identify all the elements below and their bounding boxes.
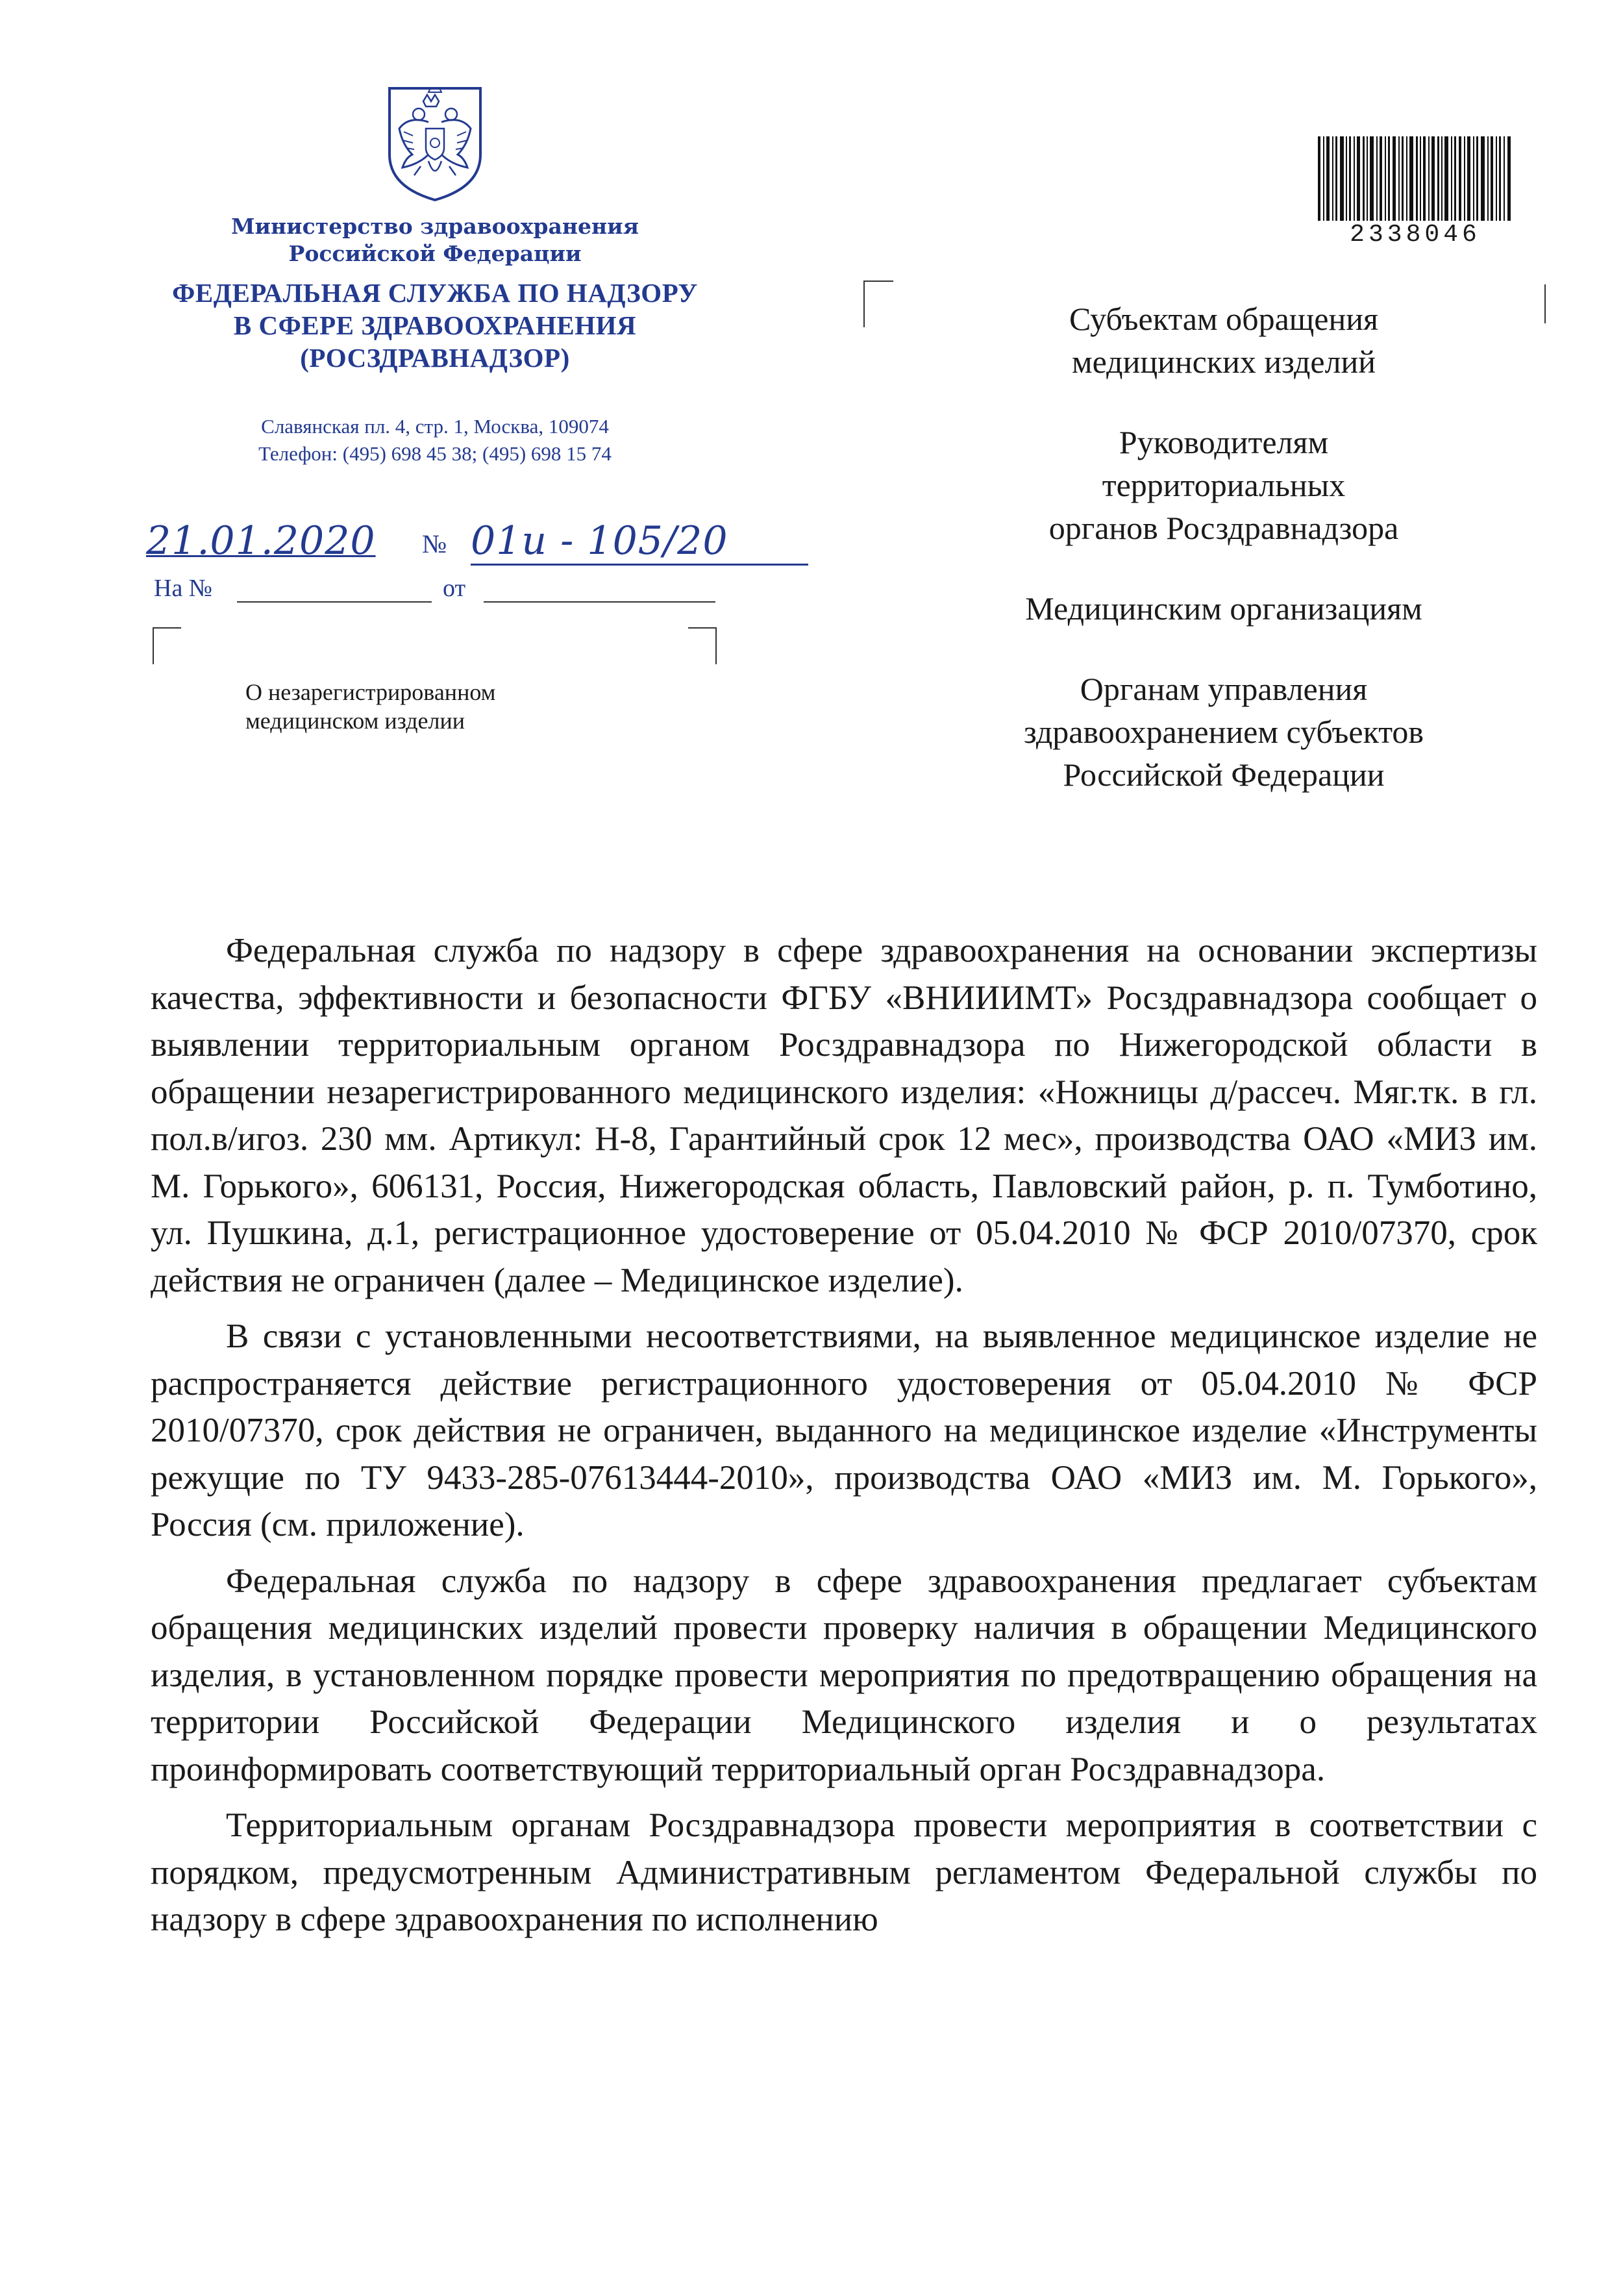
addressee-line: территориальных — [1102, 467, 1346, 503]
addressee-list — [896, 297, 1552, 834]
addressee-line: здравоохранением субъектов — [1023, 714, 1424, 750]
registration-line — [146, 518, 828, 570]
addressee — [896, 297, 1552, 383]
addressee-line: медицинских изделий — [1071, 343, 1376, 380]
letter-body — [151, 927, 1537, 1953]
body-paragraph: Федеральная служба по надзору в сфере здравоохранения на основании экспертизы качества, эффективности и безопасности ФГБУ «ВНИИИМТ» Росздравнадзора сообщает о выявлении территориальным органом Росздравнадзора по Нижегородской области в обращении незарегистрированного медицинского изделия: «Ножницы д/рассеч. Мяг.тк. в гл. пол.в/игоз. 230 мм. Артикул: Н-8, Гарантийный срок 12 мес», производства ОАО «МИЗ им. М. Горького», 606131, Россия, Нижегородская область, Павловский район, р. п. Тумботино, ул. Пушкина, д.1, регистрационное удостоверение от 05.04.2010 № ФСР 2010/07370, срок действия не ограничен (далее – Медицинское изделие). — [151, 932, 1537, 1299]
reply-date-label: от — [443, 575, 466, 602]
subject-bracket-right — [688, 627, 717, 664]
body-paragraph: В связи с установленными несоответствиями, на выявленное медицинское изделие не распространяется действие регистрационного удостоверения от 05.04.2010 № ФСР 2010/07370, срок действия не ограничен, выданного на медицинское изделие «Инструменты режущие по ТУ 9433-285-07613444-2010», производства ОАО «МИЗ им. М. Горького», Россия (см. приложение). — [151, 1317, 1537, 1543]
letter-subject — [245, 678, 667, 735]
addressee — [896, 668, 1552, 796]
reply-number-label: На № — [154, 575, 213, 602]
addressee — [896, 587, 1552, 630]
addressee-line: органов Росздравнадзора — [1048, 510, 1399, 546]
registration-number: 01и - 105/20 — [471, 518, 728, 564]
addressee-bracket-left — [863, 281, 893, 327]
addressee-line: Органам управления — [1080, 671, 1368, 707]
addressee-line: Руководителям — [1119, 424, 1329, 460]
number-sign: № — [422, 529, 447, 558]
ministry-line: Российской Федерации — [288, 241, 582, 266]
service-line: В СФЕРЕ ЗДРАВООХРАНЕНИЯ — [233, 310, 637, 340]
address-block — [149, 413, 721, 468]
subject-line: О незарегистрированном — [245, 679, 496, 705]
phone-line: Телефон: (495) 698 45 38; (495) 698 15 74 — [258, 442, 612, 465]
reply-date-rule — [484, 601, 715, 603]
service-line: ФЕДЕРАЛЬНАЯ СЛУЖБА ПО НАДЗОРУ — [172, 278, 698, 308]
barcode-number: 2338046 — [1350, 221, 1481, 249]
subject-line: медицинском изделии — [245, 708, 465, 734]
service-name — [149, 277, 721, 374]
ministry-line: Министерство здравоохранения — [231, 214, 639, 239]
service-line: (РОСЗДРАВНАДЗОР) — [300, 343, 570, 373]
address-line: Славянская пл. 4, стр. 1, Москва, 109074 — [261, 415, 609, 438]
reply-reference-line — [154, 574, 725, 606]
body-paragraph: Федеральная служба по надзору в сфере здравоохранения предлагает субъектам обращения медицинских изделий провести проверку наличия в обращении Медицинского изделия, в установленном порядке провести мероприятия по предотвращению обращения на территории Российской Федерации Медицинского изделия и о результатах проинформировать соответствующий территориальный орган Росздравнадзора. — [151, 1562, 1537, 1788]
addressee — [896, 421, 1552, 549]
registration-number-underline — [471, 564, 808, 566]
barcode — [1318, 136, 1513, 221]
registration-date: 21.01.2020 — [146, 518, 376, 564]
addressee-line: Субъектам обращения — [1069, 301, 1378, 337]
reply-number-rule — [237, 601, 432, 603]
addressee-line: Медицинским организациям — [1025, 590, 1422, 627]
subject-bracket-left — [153, 627, 181, 664]
body-paragraph: Территориальным органам Росздравнадзора провести мероприятия в соответствии с порядком, предусмотренным Административным регламентом Федеральной службы по надзору в сфере здравоохранения по исполнению — [151, 1806, 1537, 1938]
addressee-line: Российской Федерации — [1063, 756, 1385, 793]
russian-coat-of-arms-icon — [383, 83, 487, 203]
ministry-name — [162, 213, 708, 268]
